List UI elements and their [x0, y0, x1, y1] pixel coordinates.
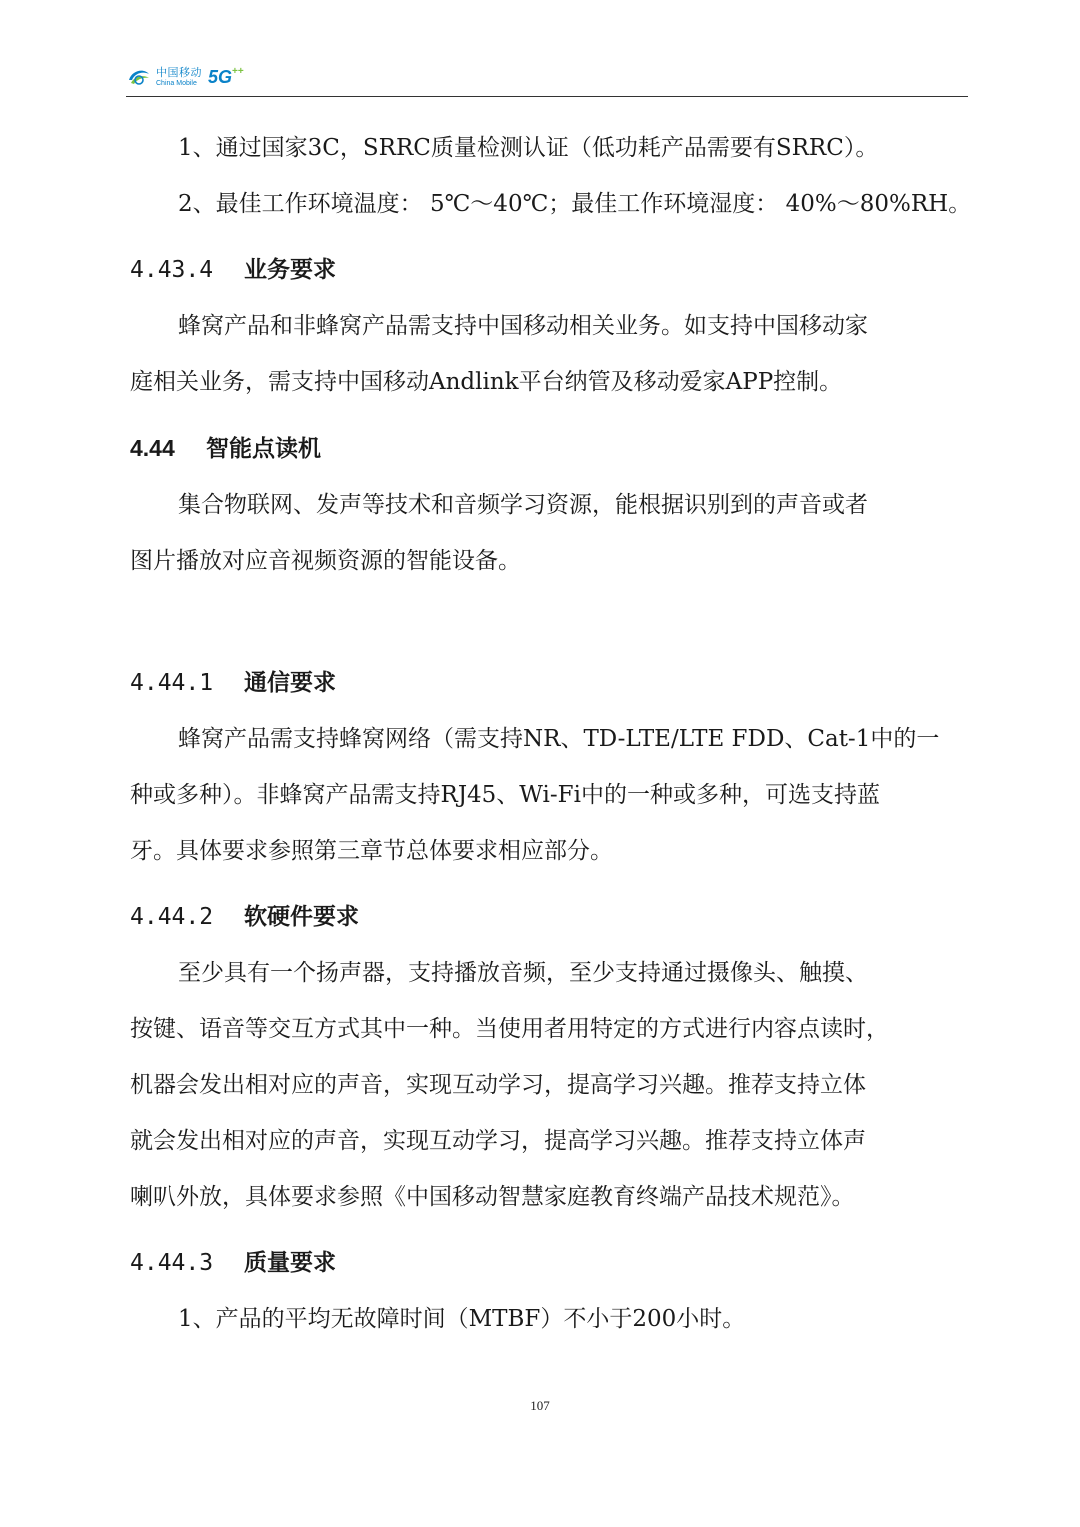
logo-english-name: China Mobile	[156, 80, 197, 87]
paragraph-hardware-line-3: 机器会发出相对应的声音，实现互动学习，提高学习兴趣。推荐支持立体	[130, 1072, 866, 1098]
paragraph-business-line-2: 庭相关业务，需支持中国移动Andlink平台纳管及移动爱家APP控制。	[130, 369, 843, 395]
document-body	[130, 120, 970, 1347]
logo-5g-plus: ++	[232, 65, 244, 77]
heading-number: 4.44	[130, 435, 175, 461]
heading-title: 智能点读机	[206, 436, 321, 462]
paragraph-environment: 2、最佳工作环境温度： 5℃～40℃；最佳工作环境湿度： 40%～80%RH。	[178, 191, 972, 217]
paragraph-definition-line-1: 集合物联网、发声等技术和音频学习资源，能根据识别到的声音或者	[178, 492, 868, 518]
heading-number: 4.44.2	[130, 904, 214, 930]
heading-title: 业务要求	[244, 257, 336, 283]
paragraph-communication-line-1: 蜂窝产品需支持蜂窝网络（需支持NR、TD-LTE/LTE FDD、Cat-1中的一	[178, 726, 940, 752]
heading-number: 4.44.1	[130, 670, 214, 696]
paragraph-quality-mtbf: 1、产品的平均无故障时间（MTBF）不小于200小时。	[178, 1306, 746, 1332]
paragraph-communication-line-2: 种或多种）。非蜂窝产品需支持RJ45、Wi-Fi中的一种或多种，可选支持蓝	[130, 782, 880, 808]
heading-4-44-1	[130, 655, 970, 711]
logo-chinese-name: 中国移动	[156, 66, 202, 79]
page-header	[126, 58, 968, 97]
china-mobile-emblem-icon	[126, 66, 152, 88]
paragraph-business-line-1: 蜂窝产品和非蜂窝产品需支持中国移动相关业务。如支持中国移动家	[178, 313, 868, 339]
heading-title: 软硬件要求	[244, 904, 359, 930]
heading-number: 4.44.3	[130, 1250, 214, 1276]
paragraph-communication-line-3: 牙。具体要求参照第三章节总体要求相应部分。	[130, 838, 613, 864]
heading-title: 通信要求	[244, 670, 336, 696]
blank-gap	[130, 589, 970, 645]
heading-4-44-2	[130, 889, 970, 945]
paragraph-certification: 1、通过国家3C，SRRC质量检测认证（低功耗产品需要有SRRC）。	[178, 135, 879, 161]
logo-5g-text: 5G	[208, 66, 233, 87]
heading-title: 质量要求	[244, 1250, 336, 1276]
page-number: 107	[530, 1398, 550, 1413]
heading-4-44-3	[130, 1235, 970, 1291]
logo-5g-mark	[208, 67, 244, 88]
paragraph-hardware-line-1: 至少具有一个扬声器，支持播放音频，至少支持通过摄像头、触摸、	[178, 960, 868, 986]
china-mobile-logo	[126, 60, 244, 94]
paragraph-hardware-line-4: 就会发出相对应的声音，实现互动学习，提高学习兴趣。推荐支持立体声	[130, 1128, 866, 1154]
paragraph-definition-line-2: 图片播放对应音视频资源的智能设备。	[130, 548, 521, 574]
heading-4-43-4	[130, 242, 970, 298]
paragraph-hardware-line-2: 按键、语音等交互方式其中一种。当使用者用特定的方式进行内容点读时，	[130, 1016, 889, 1042]
heading-4-44	[130, 420, 970, 477]
heading-number: 4.43.4	[130, 257, 214, 283]
paragraph-hardware-line-5: 喇叭外放，具体要求参照《中国移动智慧家庭教育终端产品技术规范》。	[130, 1184, 855, 1210]
